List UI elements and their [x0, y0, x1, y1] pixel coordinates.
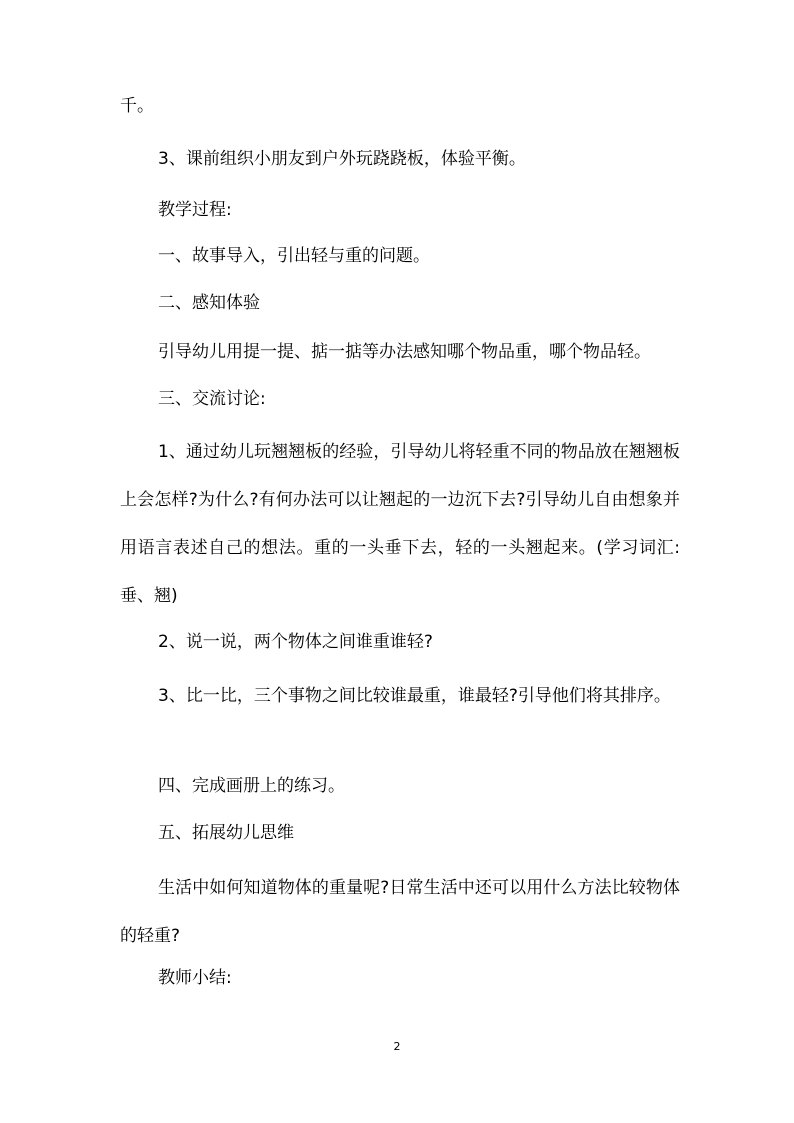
- section-5-heading: 五、拓展幼儿思维: [158, 823, 294, 843]
- section-2-body: 引导幼儿用提一提、掂一掂等办法感知哪个物品重，哪个物品轻。: [158, 342, 651, 362]
- section-3-item-2: 2、说一说，两个物体之间谁重谁轻?: [158, 632, 433, 652]
- heading-teaching-process: 教学过程:: [158, 200, 232, 220]
- section-5-body: 生活中如何知道物体的重量呢?日常生活中还可以用什么方法比较物体的轻重?: [120, 878, 680, 946]
- page-number: 2: [393, 1040, 401, 1053]
- section-3-item-3: 3、比一比，三个事物之间比较谁最重，谁最轻?引导他们将其排序。: [158, 686, 671, 706]
- section-3-heading: 三、交流讨论:: [158, 389, 266, 409]
- section-4-heading: 四、完成画册上的练习。: [158, 776, 345, 796]
- section-3-item-1: 1、通过幼儿玩翘翘板的经验，引导幼儿将轻重不同的物品放在翘翘板上会怎样?为什么?有何办法可以让翘起的一边沉下去?引导幼儿自由想象并用语言表述自己的想法。重的一头垂下去，轻的一头翘起来。(学习词汇:垂、翘): [120, 442, 680, 606]
- paragraph-prep-3: 3、课前组织小朋友到户外玩跷跷板，体验平衡。: [158, 149, 526, 169]
- section-1-heading: 一、故事导入，引出轻与重的问题。: [158, 246, 430, 266]
- teacher-summary-heading: 教师小结:: [158, 968, 232, 988]
- paragraph-continuation: 千。: [120, 96, 154, 116]
- section-2-heading: 二、感知体验: [158, 293, 260, 313]
